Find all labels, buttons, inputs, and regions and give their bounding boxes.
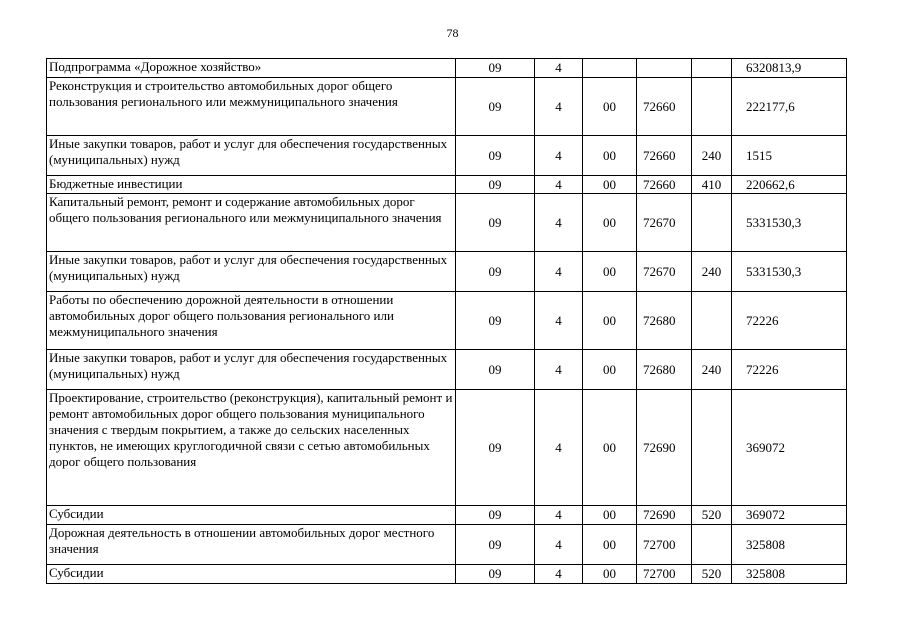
subsection-code: 00 bbox=[583, 252, 637, 292]
subsection-code: 00 bbox=[583, 565, 637, 584]
amount: 325808 bbox=[732, 565, 847, 584]
section-code: 4 bbox=[535, 78, 583, 136]
table-row bbox=[47, 350, 847, 390]
subsection-code: 00 bbox=[583, 136, 637, 176]
ministry-code: 09 bbox=[456, 565, 535, 584]
amount: 72226 bbox=[732, 350, 847, 390]
subsection-code: 00 bbox=[583, 390, 637, 506]
section-code: 4 bbox=[535, 525, 583, 565]
ministry-code: 09 bbox=[456, 390, 535, 506]
table-row bbox=[47, 565, 847, 584]
section-code: 4 bbox=[535, 390, 583, 506]
subsection-code: 00 bbox=[583, 350, 637, 390]
table-row bbox=[47, 390, 847, 506]
expense-type-code: 240 bbox=[692, 350, 732, 390]
target-code: 72700 bbox=[637, 525, 692, 565]
target-code: 72660 bbox=[637, 176, 692, 194]
table-row bbox=[47, 176, 847, 194]
ministry-code: 09 bbox=[456, 136, 535, 176]
expense-type-code: 520 bbox=[692, 565, 732, 584]
target-code: 72690 bbox=[637, 506, 692, 525]
table-row bbox=[47, 78, 847, 136]
amount: 369072 bbox=[732, 390, 847, 506]
section-code: 4 bbox=[535, 136, 583, 176]
expense-type-code bbox=[692, 525, 732, 565]
ministry-code: 09 bbox=[456, 194, 535, 252]
ministry-code: 09 bbox=[456, 176, 535, 194]
table-row bbox=[47, 136, 847, 176]
amount: 369072 bbox=[732, 506, 847, 525]
row-name: Проектирование, строительство (реконструкция), капитальный ремонт и ремонт автомобильных дорог общего пользования муниципального значения с твердым покрытием, а также до сельских населенных пунктов, не имеющих круглогодичной связи с сетью автомобильных дорог общего пользования bbox=[47, 390, 456, 506]
subsection-code bbox=[583, 59, 637, 78]
amount: 1515 bbox=[732, 136, 847, 176]
target-code: 72670 bbox=[637, 252, 692, 292]
section-code: 4 bbox=[535, 292, 583, 350]
expense-type-code: 410 bbox=[692, 176, 732, 194]
row-name: Реконструкция и строительство автомобильных дорог общего пользования регионального или межмуниципального значения bbox=[47, 78, 456, 136]
subsection-code: 00 bbox=[583, 194, 637, 252]
expense-type-code: 240 bbox=[692, 136, 732, 176]
section-code: 4 bbox=[535, 565, 583, 584]
row-name: Иные закупки товаров, работ и услуг для обеспечения государственных (муниципальных) нужд bbox=[47, 252, 456, 292]
page-number: 78 bbox=[446, 26, 459, 40]
section-code: 4 bbox=[535, 350, 583, 390]
ministry-code: 09 bbox=[456, 78, 535, 136]
table-row bbox=[47, 194, 847, 252]
table-row bbox=[47, 59, 847, 78]
expense-type-code: 520 bbox=[692, 506, 732, 525]
subsection-code: 00 bbox=[583, 506, 637, 525]
target-code bbox=[637, 59, 692, 78]
expense-type-code bbox=[692, 78, 732, 136]
ministry-code: 09 bbox=[456, 350, 535, 390]
row-name: Субсидии bbox=[47, 506, 456, 525]
ministry-code: 09 bbox=[456, 506, 535, 525]
amount: 325808 bbox=[732, 525, 847, 565]
amount: 222177,6 bbox=[732, 78, 847, 136]
table-row bbox=[47, 292, 847, 350]
target-code: 72680 bbox=[637, 350, 692, 390]
budget-table-body bbox=[47, 59, 847, 584]
expense-type-code: 240 bbox=[692, 252, 732, 292]
expense-type-code bbox=[692, 59, 732, 78]
expense-type-code bbox=[692, 292, 732, 350]
section-code: 4 bbox=[535, 252, 583, 292]
row-name: Работы по обеспечению дорожной деятельности в отношении автомобильных дорог общего пользования регионального или межмуниципального значения bbox=[47, 292, 456, 350]
expense-type-code bbox=[692, 390, 732, 506]
row-name: Дорожная деятельность в отношении автомобильных дорог местного значения bbox=[47, 525, 456, 565]
ministry-code: 09 bbox=[456, 59, 535, 78]
subsection-code: 00 bbox=[583, 78, 637, 136]
row-name: Субсидии bbox=[47, 565, 456, 584]
row-name: Иные закупки товаров, работ и услуг для обеспечения государственных (муниципальных) нужд bbox=[47, 136, 456, 176]
section-code: 4 bbox=[535, 59, 583, 78]
ministry-code: 09 bbox=[456, 525, 535, 565]
target-code: 72690 bbox=[637, 390, 692, 506]
amount: 5331530,3 bbox=[732, 194, 847, 252]
section-code: 4 bbox=[535, 506, 583, 525]
ministry-code: 09 bbox=[456, 252, 535, 292]
amount: 5331530,3 bbox=[732, 252, 847, 292]
target-code: 72660 bbox=[637, 78, 692, 136]
row-name: Иные закупки товаров, работ и услуг для обеспечения государственных (муниципальных) нужд bbox=[47, 350, 456, 390]
section-code: 4 bbox=[535, 194, 583, 252]
target-code: 72670 bbox=[637, 194, 692, 252]
subsection-code: 00 bbox=[583, 176, 637, 194]
row-name: Подпрограмма «Дорожное хозяйство» bbox=[47, 59, 456, 78]
subsection-code: 00 bbox=[583, 292, 637, 350]
target-code: 72700 bbox=[637, 565, 692, 584]
table-row bbox=[47, 252, 847, 292]
amount: 6320813,9 bbox=[732, 59, 847, 78]
subsection-code: 00 bbox=[583, 525, 637, 565]
amount: 220662,6 bbox=[732, 176, 847, 194]
table-row bbox=[47, 506, 847, 525]
section-code: 4 bbox=[535, 176, 583, 194]
amount: 72226 bbox=[732, 292, 847, 350]
ministry-code: 09 bbox=[456, 292, 535, 350]
expense-type-code bbox=[692, 194, 732, 252]
target-code: 72660 bbox=[637, 136, 692, 176]
table-row bbox=[47, 525, 847, 565]
target-code: 72680 bbox=[637, 292, 692, 350]
row-name: Бюджетные инвестиции bbox=[47, 176, 456, 194]
budget-table bbox=[46, 58, 847, 584]
row-name: Капитальный ремонт, ремонт и содержание автомобильных дорог общего пользования регионального или межмуниципального значения bbox=[47, 194, 456, 252]
